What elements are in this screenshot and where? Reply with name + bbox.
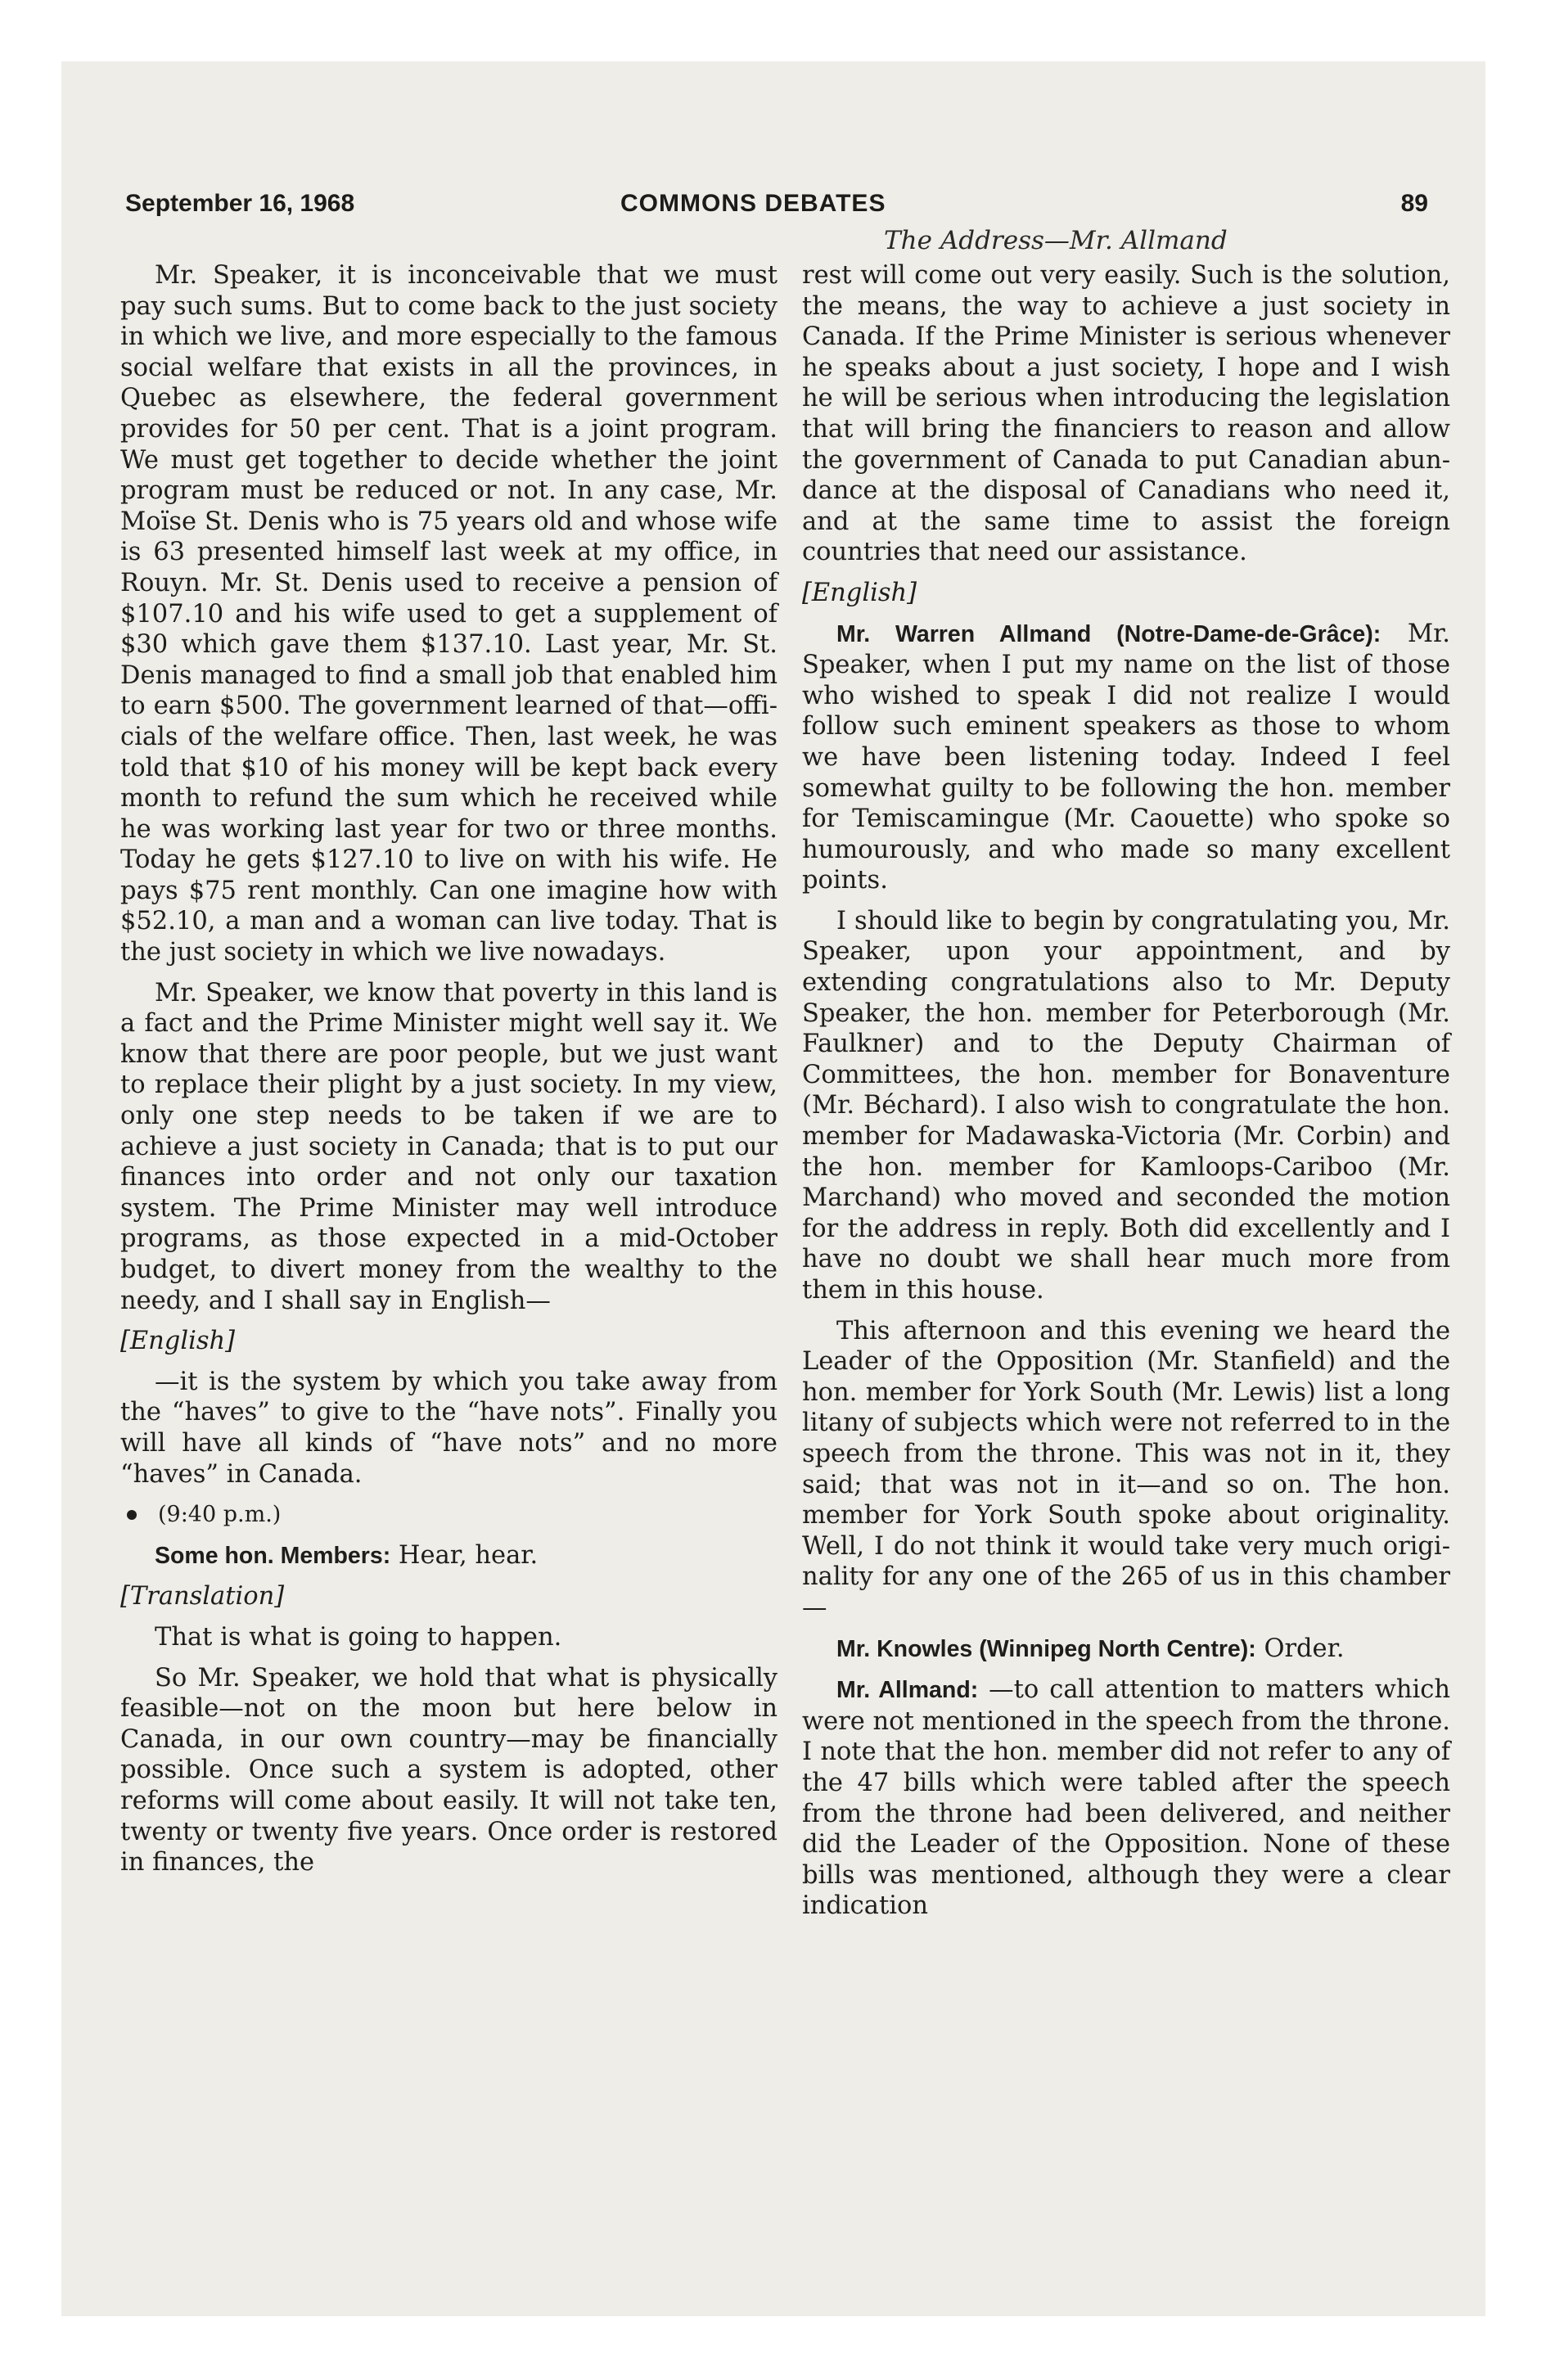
speaker-name: Some hon. Members:	[155, 1542, 391, 1569]
speech-text: Mr. Speaker, when I put my name on the list of those who wished to speak I did not realize I would follow such eminent speakers as those to whom we have been listening today. Indeed I feel somewhat guilty to be following the hon. member for Temiscamingue (Mr. Caouette) who spoke so humourously, and who made so many excellent points.	[802, 619, 1450, 895]
speaker-paragraph	[802, 1634, 1450, 1666]
speech-text: Order.	[1264, 1634, 1345, 1663]
speaker-name: Mr. Allmand:	[836, 1677, 979, 1704]
header-title: COMMONS DEBATES	[620, 190, 886, 217]
header-date: September 16, 1968	[125, 190, 355, 217]
speech-text: Hear, hear.	[398, 1540, 539, 1570]
paragraph: Mr. Speaker, it is inconceivable that we must pay such sums. But to come back to the just society in which we live, and more especially to the famous social welfare that exists in all the provinces, in Quebec as elsewhere, the federal government provides for 50 per cent. That is a joint program. We must get together to decide whether the joint program must be reduced or not. In any case, Mr. Moïse St. Denis who is 75 years old and whose wife is 63 presented himself last week at my office, in Rouyn. Mr. St. Denis used to receive a pension of $107.10 and his wife used to get a supplement of $30 which gave them $137.10. Last year, Mr. St. Denis managed to find a small job that enabled him to earn $500. The government learned of that—officials of the welfare office. Then, last week, he was told that $10 of his money will be kept back every month to refund the sum which he received while he was working last year for two or three months. Today he gets $127.10 to live on with his wife. He pays $75 rent monthly. Can one imagine how with $52.10, a man and a woman can live today. That is the just society in which we live nowadays.	[120, 261, 778, 967]
speaker-name: Mr. Warren Allmand (Notre-Dame-de-Grâce):	[836, 620, 1381, 647]
language-marker: [Translation]	[120, 1582, 285, 1611]
speech-text: —to call attention to matters which were not mentioned in the speech from the throne. I note that the hon. member did not refer to any of the 47 bills which were tabled after the speech from the throne had been delivered, and neither did the Leader of the Opposition. None of these bills was mentioned, although they were a clear indication	[802, 1675, 1450, 1921]
time-marker	[120, 1499, 778, 1530]
speaker-paragraph	[802, 619, 1450, 896]
speaker-paragraph	[120, 1540, 778, 1572]
page-header	[125, 190, 1435, 231]
left-column	[120, 260, 778, 1888]
paragraph: rest will come out very easily. Such is the solution, the means, the way to achieve a just society in Canada. If the Prime Minister is serious whenever he speaks about a just society, I hope and I wish he will be serious when introducing the legislation that will bring the financiers to reason and allow the government of Canada to put Canadian abundance at the disposal of Canadians who need it, and at the same time to assist the foreign countries that need our assistance.	[802, 261, 1450, 567]
time-text: (9:40 p.m.)	[158, 1502, 282, 1528]
language-marker: [English]	[120, 1327, 236, 1356]
speaker-name: Mr. Knowles (Winnipeg North Centre):	[836, 1635, 1256, 1662]
paragraph: This afternoon and this evening we heard the Leader of the Opposition (Mr. Stanfield) and the hon. member for York South (Mr. Lewis) list a long litany of subjects which were not referred to in the speech from the throne. This was not in it, they said; that was not in it—and so on. The hon. member for York South spoke about originality. Well, I do not think it would take very much originality for any one of the 265 of us in this chamber—	[802, 1316, 1450, 1622]
running-head: The Address—Mr. Allmand	[884, 226, 1228, 255]
bullet-icon	[127, 1510, 137, 1520]
paragraph: I should like to begin by congratulating you, Mr. Speaker, upon your appointment, and by extending congratulations also to Mr. Deputy Speaker, the hon. member for Peterborough (Mr. Faulkner) and to the Deputy Chairman of Committees, the hon. member for Bonaventure (Mr. Béchard). I also wish to congratulate the hon. member for Madawaska-Victoria (Mr. Corbin) and the hon. member for Kamloops-Cariboo (Mr. Marchand) who moved and seconded the motion for the address in reply. Both did excellently and I have no doubt we shall hear much more from them in this house.	[802, 906, 1450, 1305]
paragraph: Mr. Speaker, we know that poverty in this land is a fact and the Prime Minister might well say it. We know that there are poor people, but we just want to replace their plight by a just society. In my view, only one step needs to be taken if we are to achieve a just society in Canada; that is to put our finances into order and not only our taxation system. The Prime Minister may well introduce programs, as those expected in a mid-October budget, to divert money from the wealthy to the needy, and I shall say in English—	[120, 978, 778, 1315]
speaker-paragraph	[802, 1675, 1450, 1922]
paragraph: So Mr. Speaker, we hold that what is physically feasible—not on the moon but here below in Canada, in our own country—may be financially possible. Once such a system is adopted, other reforms will come about easily. It will not take ten, twenty or twenty five years. Once order is restored in finances, the	[120, 1663, 778, 1877]
header-page-number: 89	[1400, 190, 1428, 217]
paragraph: —it is the system by which you take away from the “haves” to give to the “have nots”. Finally you will have all kinds of “have nots” and no more “haves” in Canada.	[120, 1367, 778, 1489]
language-marker: [English]	[802, 578, 917, 607]
right-column	[802, 260, 1450, 1931]
paragraph: That is what is going to happen.	[155, 1622, 562, 1652]
